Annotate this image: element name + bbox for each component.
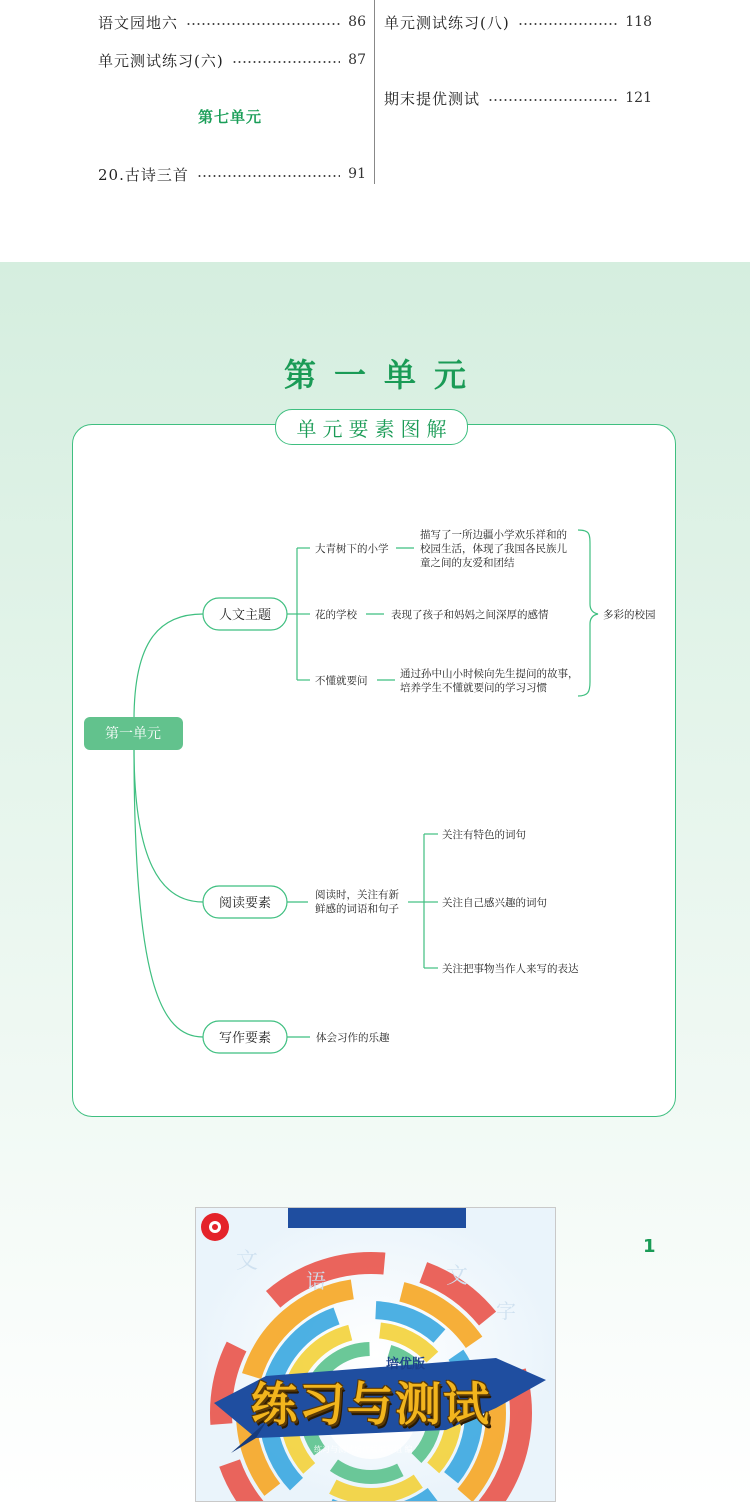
unit-title: 第一单元 xyxy=(283,356,484,394)
mindmap-root-label: 第一单元 xyxy=(105,726,161,742)
cover-editor-credit: 练习与测试培优版编写组 编 xyxy=(314,1445,413,1454)
mindmap-link xyxy=(134,614,203,720)
mindmap-theme-desc: 培养学生不懂就要问的学习习惯 xyxy=(400,682,547,694)
toc-unit-heading: 第七单元 xyxy=(198,108,263,126)
mindmap-node-reading-label: 阅读要素 xyxy=(218,896,272,911)
mindmap-node-theme-label: 人文主题 xyxy=(218,608,272,623)
cover-title: 练习与测试 xyxy=(251,1377,491,1431)
mindmap-theme-desc: 童之间的友爱和团结 xyxy=(420,557,515,569)
toc-entry-title: 20.古诗三首 xyxy=(98,165,189,184)
page-number: 1 xyxy=(643,1236,656,1257)
svg-text:语: 语 xyxy=(306,1269,326,1293)
cover-artwork xyxy=(196,1208,555,1501)
toc-entry-page: 91 xyxy=(348,166,366,182)
toc-entry-title: 语文园地六 xyxy=(98,13,179,32)
mindmap-theme-summary: 多彩的校园 xyxy=(603,609,656,621)
mindmap-theme-desc: 通过孙中山小时候向先生提问的故事， xyxy=(400,668,579,680)
cover-edition-label: 培优版 xyxy=(386,1357,426,1372)
svg-text:文: 文 xyxy=(236,1249,259,1274)
mindmap-theme-item: 不懂就要问 xyxy=(315,675,368,687)
mindmap-theme-item: 大青树下的小学 xyxy=(315,543,389,555)
mindmap-reading-desc: 鲜感的词语和句子 xyxy=(315,903,399,915)
mindmap-brace xyxy=(578,530,598,696)
mindmap-writing-desc: 体会习作的乐趣 xyxy=(316,1032,390,1044)
toc-entry-page: 87 xyxy=(348,52,366,68)
card-badge: 单元要素图解 xyxy=(275,409,468,445)
mindmap-link xyxy=(134,748,203,1037)
toc-entry-title: 单元测试练习(六) xyxy=(98,51,224,70)
mindmap-theme-desc: 校园生活，体现了我国各民族儿 xyxy=(420,543,567,555)
mindmap-node-writing-label: 写作要素 xyxy=(218,1031,272,1046)
toc-entry-page: 86 xyxy=(348,14,366,30)
toc-entry-title: 单元测试练习(八) xyxy=(384,13,510,32)
svg-text:字: 字 xyxy=(496,1299,516,1323)
mindmap-reading-item: 关注有特色的词句 xyxy=(442,829,526,841)
mindmap-theme-item: 花的学校 xyxy=(315,609,357,621)
cover-top-bar xyxy=(288,1208,466,1228)
mindmap-theme-desc: 表现了孩子和妈妈之间深厚的感情 xyxy=(391,609,549,621)
mindmap-reading-item: 关注把事物当作人来写的表达 xyxy=(442,963,579,975)
toc-entry-page: 121 xyxy=(625,90,652,106)
book-cover-image xyxy=(195,1207,556,1502)
mindmap-reading-desc: 阅读时，关注有新 xyxy=(315,889,399,901)
toc-entry-title: 期末提优测试 xyxy=(384,89,481,108)
mindmap-theme-desc: 描写了一所边疆小学欢乐祥和的 xyxy=(420,529,567,541)
publisher-logo-icon xyxy=(201,1213,229,1241)
svg-text:文: 文 xyxy=(446,1264,469,1289)
mindmap-link xyxy=(134,748,203,902)
mindmap-reading-item: 关注自己感兴趣的词句 xyxy=(442,897,547,909)
toc-entry-page: 118 xyxy=(625,14,652,30)
